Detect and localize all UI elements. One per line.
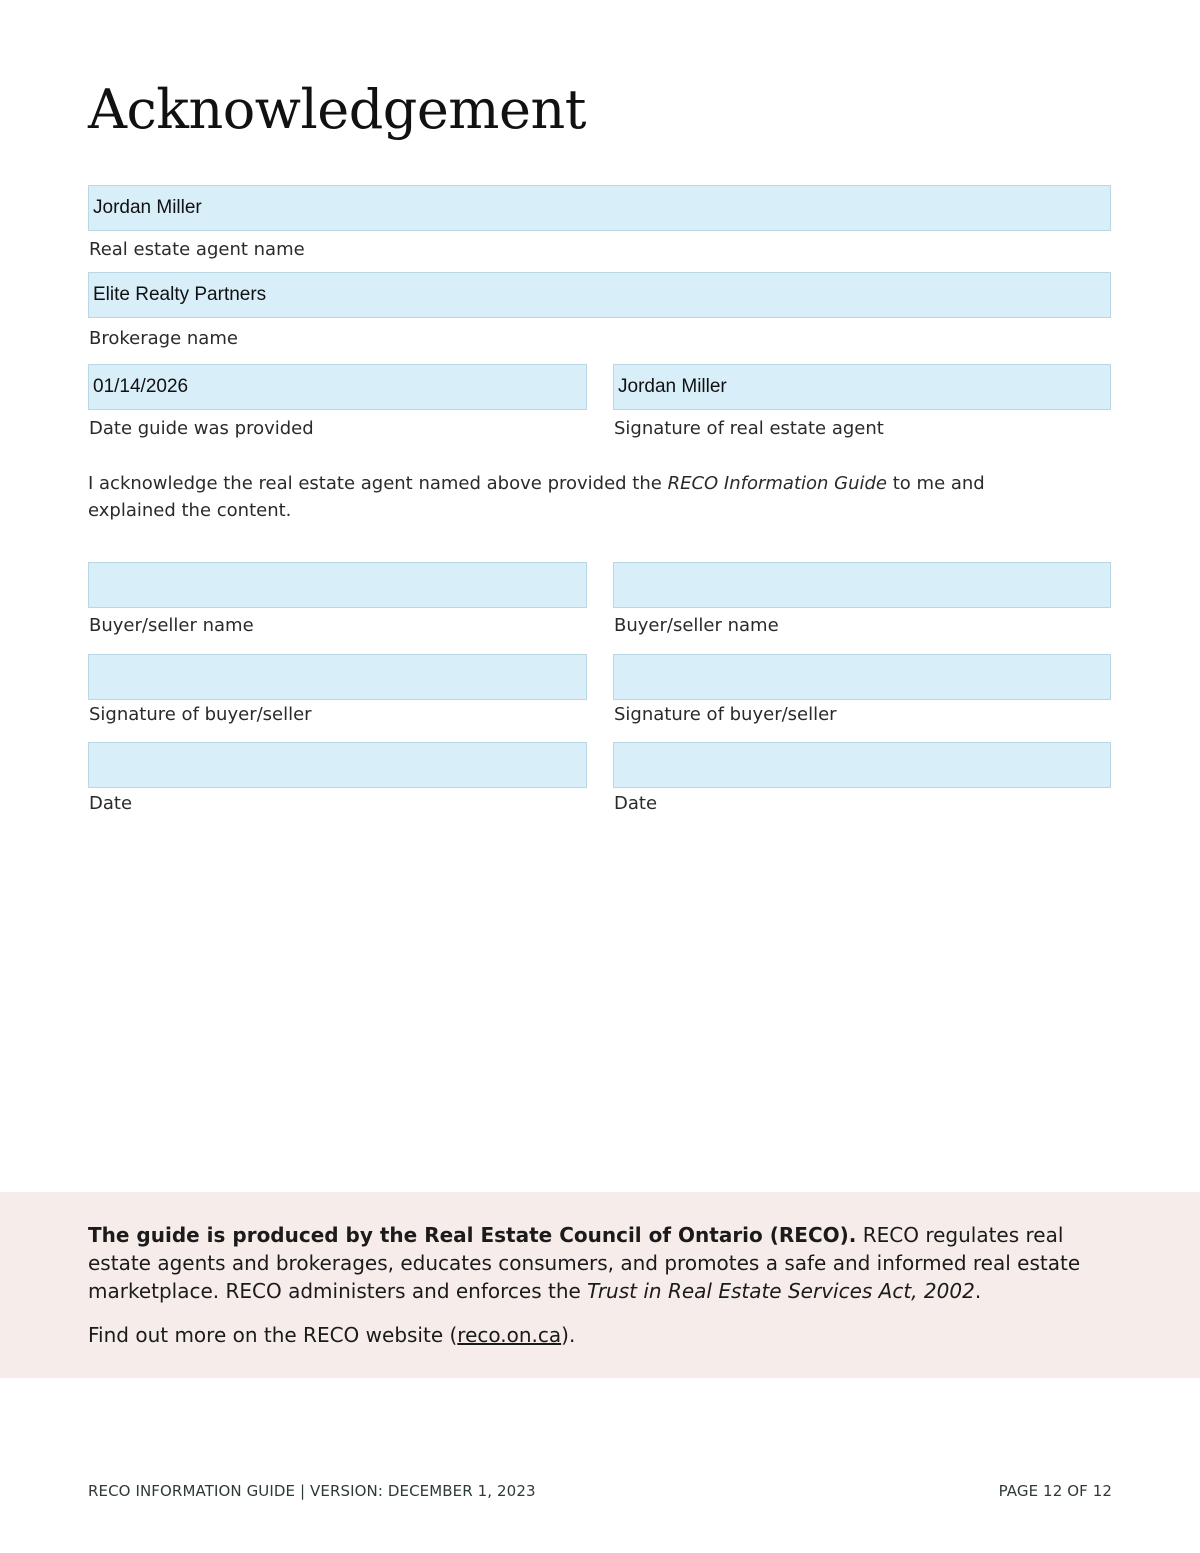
banner-more-after: ).: [561, 1323, 576, 1347]
agent-name-field[interactable]: Jordan Miller: [88, 185, 1111, 231]
buyer2-date-label: Date: [614, 793, 658, 814]
acknowledgement-text-after: to me and explained the content.: [88, 473, 985, 521]
buyer2-date-field[interactable]: [613, 742, 1111, 788]
buyer2-name-field[interactable]: [613, 562, 1111, 608]
agent-signature-field[interactable]: Jordan Miller: [613, 364, 1111, 410]
date-provided-label: Date guide was provided: [89, 418, 314, 439]
guide-name: RECO Information Guide: [667, 473, 888, 494]
agent-name-label: Real estate agent name: [89, 239, 305, 260]
brokerage-name-field[interactable]: Elite Realty Partners: [88, 272, 1111, 318]
buyer2-name-label: Buyer/seller name: [614, 615, 779, 636]
buyer1-name-field[interactable]: [88, 562, 587, 608]
date-provided-field[interactable]: 01/14/2026: [88, 364, 587, 410]
footer-page-number: PAGE 12 OF 12: [998, 1482, 1112, 1500]
buyer2-signature-field[interactable]: [613, 654, 1111, 700]
brokerage-name-label: Brokerage name: [89, 328, 238, 349]
buyer1-date-label: Date: [89, 793, 133, 814]
buyer1-signature-field[interactable]: [88, 654, 587, 700]
footer-guide-version: RECO INFORMATION GUIDE | VERSION: DECEMBER 1, 2023: [88, 1482, 536, 1500]
agent-signature-label: Signature of real estate agent: [614, 418, 884, 439]
acknowledgement-text-before: I acknowledge the real estate agent named above provided the: [88, 473, 668, 494]
banner-more-text: [88, 1321, 1118, 1349]
buyer1-signature-label: Signature of buyer/seller: [89, 704, 312, 725]
buyer2-signature-label: Signature of buyer/seller: [614, 704, 837, 725]
banner-about-text: [88, 1221, 1118, 1305]
reco-website-link[interactable]: reco.on.ca: [457, 1323, 562, 1347]
banner-bold-statement: The guide is produced by the Real Estate Council of Ontario (RECO).: [88, 1223, 857, 1247]
buyer1-date-field[interactable]: [88, 742, 587, 788]
banner-text-1: RECO regulates real estate agents and brokerages, educates consumers, and promotes a safe and informed real estate marketplace. RECO administers and enforces the: [88, 1223, 1081, 1303]
buyer1-name-label: Buyer/seller name: [89, 615, 254, 636]
banner-text-2: .: [974, 1279, 982, 1303]
banner-act-name: Trust in Real Estate Services Act, 2002: [587, 1279, 975, 1303]
banner-more-before: Find out more on the RECO website (: [88, 1323, 458, 1347]
acknowledgement-statement: [88, 470, 1068, 524]
page-title: Acknowledgement: [88, 78, 586, 141]
